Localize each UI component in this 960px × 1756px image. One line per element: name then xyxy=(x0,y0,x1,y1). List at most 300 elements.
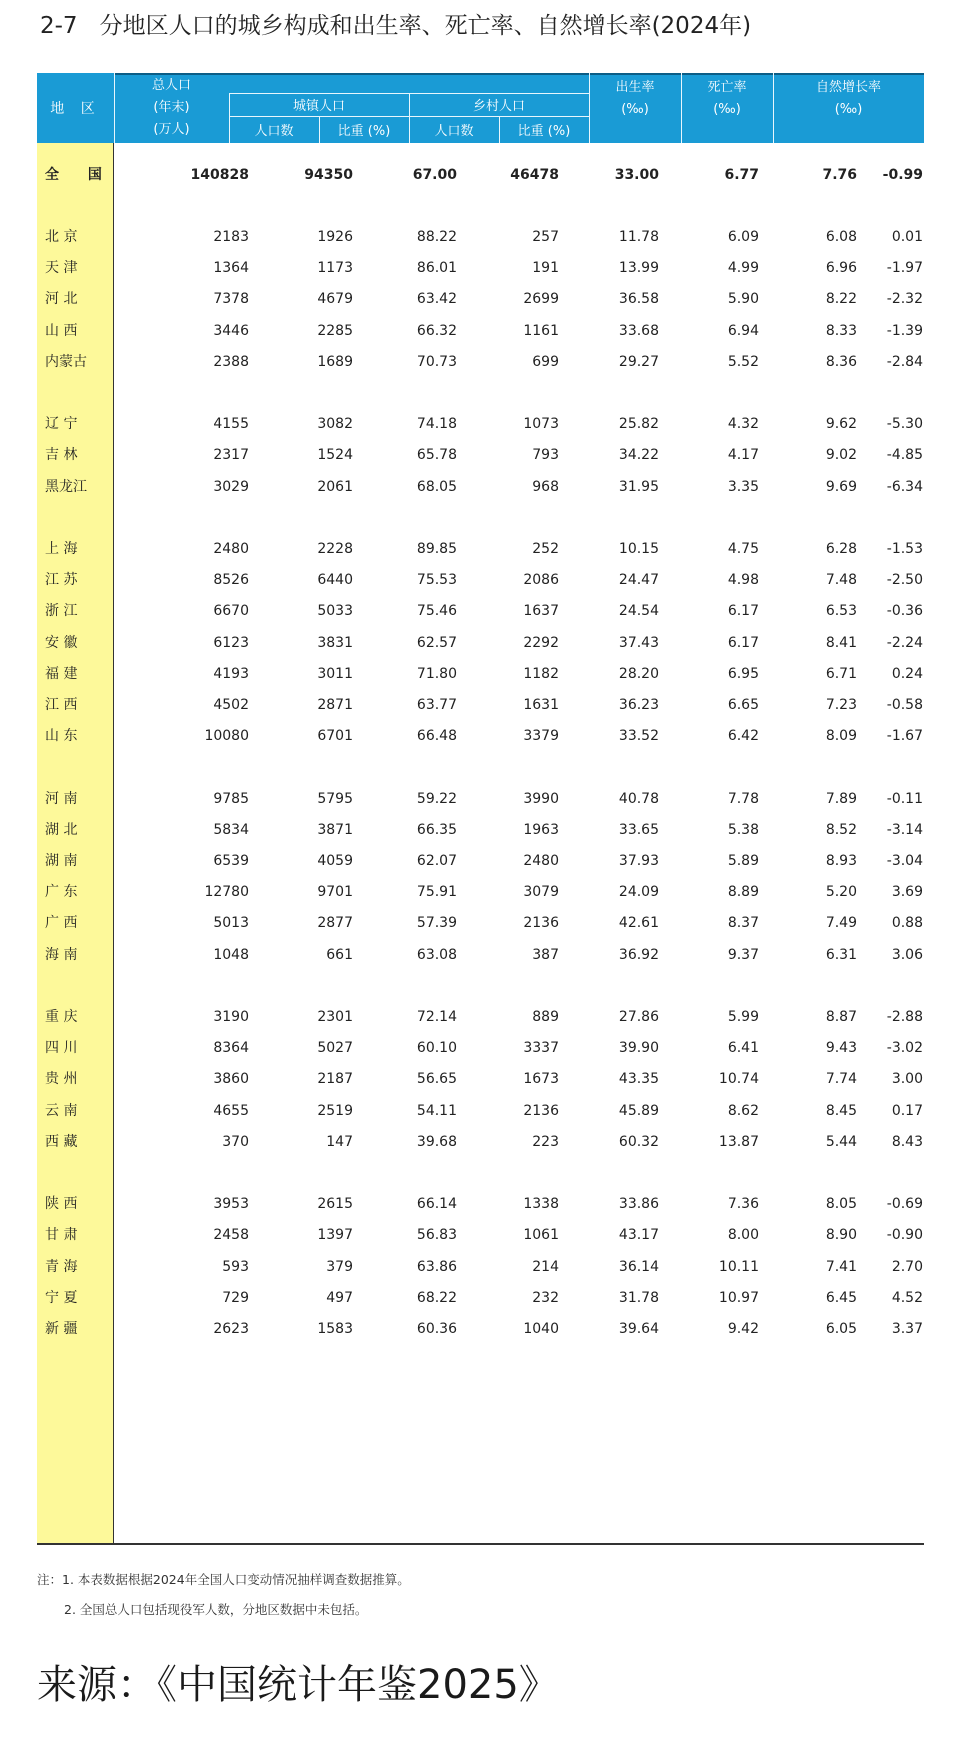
header-divider xyxy=(229,93,589,94)
rural-count: 1338 xyxy=(523,1196,559,1213)
rural-count: 1963 xyxy=(523,821,559,838)
natural-growth-rate: 0.17 xyxy=(891,1102,923,1119)
natural-growth-rate: -2.32 xyxy=(886,291,923,308)
table-row xyxy=(37,782,924,816)
total-population: 2458 xyxy=(213,1227,249,1244)
urban-count: 94350 xyxy=(304,167,353,183)
natural-growth-rate: 4.52 xyxy=(891,1289,923,1306)
table-row xyxy=(37,813,924,847)
natural-growth-rate: 3.06 xyxy=(891,946,923,963)
region-name: 宁 夏 xyxy=(45,1289,78,1306)
rural-share: 36.23 xyxy=(618,697,659,713)
table-bottom-rule xyxy=(37,1543,924,1545)
rural-share: 36.92 xyxy=(618,946,659,963)
table-row xyxy=(37,282,924,316)
rural-count: 2292 xyxy=(523,634,559,651)
rural-share: 25.82 xyxy=(618,416,659,433)
urban-count: 9701 xyxy=(317,884,353,901)
death-rate: 8.05 xyxy=(825,1196,857,1213)
header-divider xyxy=(114,73,115,143)
urban-share: 63.08 xyxy=(416,946,457,963)
natural-growth-rate: -2.88 xyxy=(886,1009,923,1025)
birth-rate: 5.52 xyxy=(727,353,759,370)
total-population: 4155 xyxy=(213,416,249,433)
table-row xyxy=(37,1250,924,1284)
table-header xyxy=(37,73,924,143)
table-number: 2-7 xyxy=(40,13,78,39)
death-rate: 8.45 xyxy=(825,1102,857,1119)
rural-share: 24.09 xyxy=(618,884,659,901)
total-population: 2388 xyxy=(213,353,249,370)
header-rural-count: 人口数 xyxy=(434,123,474,139)
natural-growth-rate: -1.97 xyxy=(886,260,923,277)
table-row xyxy=(37,688,924,722)
rural-count: 2699 xyxy=(523,291,559,308)
table-row xyxy=(37,1125,924,1159)
urban-share: 63.86 xyxy=(416,1258,457,1275)
table-row xyxy=(37,470,924,504)
death-rate: 8.22 xyxy=(825,291,857,308)
urban-count: 2871 xyxy=(317,697,353,713)
rural-share: 10.15 xyxy=(618,541,659,557)
natural-growth-rate: 0.88 xyxy=(891,915,923,932)
urban-share: 56.65 xyxy=(416,1071,457,1088)
death-rate: 6.96 xyxy=(825,260,857,277)
natural-growth-rate: -1.67 xyxy=(886,728,923,745)
death-rate: 6.71 xyxy=(825,665,857,682)
total-population: 6123 xyxy=(213,634,249,651)
death-rate: 8.93 xyxy=(825,853,857,869)
rural-count: 1061 xyxy=(523,1227,559,1244)
table-row xyxy=(37,1031,924,1065)
urban-count: 2519 xyxy=(317,1102,353,1119)
table-row xyxy=(37,626,924,660)
table-notes xyxy=(37,1565,917,1625)
rural-count: 1040 xyxy=(523,1321,559,1337)
total-population: 7378 xyxy=(213,291,249,308)
rural-count: 2136 xyxy=(523,915,559,932)
urban-share: 71.80 xyxy=(416,665,457,682)
region-name: 天 津 xyxy=(45,260,78,277)
rural-share: 43.35 xyxy=(618,1071,659,1088)
death-rate: 5.20 xyxy=(825,884,857,901)
region-name: 贵 州 xyxy=(45,1071,78,1088)
rural-share: 43.17 xyxy=(618,1227,659,1244)
table-row xyxy=(37,251,924,285)
rural-share: 11.78 xyxy=(618,229,659,245)
region-name: 江 苏 xyxy=(45,572,78,589)
region-name: 西 藏 xyxy=(45,1133,78,1150)
total-population: 370 xyxy=(222,1133,249,1150)
table-row xyxy=(37,906,924,940)
death-rate: 9.69 xyxy=(825,478,857,495)
total-population: 140828 xyxy=(190,167,249,183)
urban-share: 72.14 xyxy=(416,1009,457,1025)
rural-count: 2086 xyxy=(523,572,559,589)
urban-count: 1926 xyxy=(317,229,353,245)
table-row xyxy=(37,938,924,972)
table-row xyxy=(37,1312,924,1346)
urban-share: 54.11 xyxy=(416,1102,457,1119)
header-divider xyxy=(319,116,320,143)
natural-growth-rate: -0.36 xyxy=(886,603,923,620)
header-divider xyxy=(229,116,589,117)
birth-rate: 6.95 xyxy=(727,665,759,682)
urban-count: 1689 xyxy=(317,353,353,370)
natural-growth-rate: -5.30 xyxy=(886,416,923,433)
death-rate: 5.44 xyxy=(825,1133,857,1150)
header-natural-growth: 自然增长率 (‰) xyxy=(815,80,881,117)
rural-count: 793 xyxy=(532,447,559,464)
rural-share: 33.86 xyxy=(618,1196,659,1213)
urban-count: 2615 xyxy=(317,1196,353,1213)
rural-count: 223 xyxy=(532,1133,559,1150)
death-rate: 8.90 xyxy=(825,1227,857,1244)
natural-growth-rate: 3.00 xyxy=(891,1071,923,1088)
birth-rate: 6.09 xyxy=(727,229,759,245)
death-rate: 7.23 xyxy=(825,697,857,713)
region-name: 海 南 xyxy=(45,946,78,963)
region-name: 上 海 xyxy=(45,541,78,557)
rural-count: 699 xyxy=(532,353,559,370)
total-population: 12780 xyxy=(204,884,249,901)
natural-growth-rate: -1.39 xyxy=(886,322,923,339)
birth-rate: 6.17 xyxy=(727,634,759,651)
rural-share: 36.14 xyxy=(618,1258,659,1275)
urban-share: 88.22 xyxy=(416,229,457,245)
birth-rate: 13.87 xyxy=(718,1133,759,1150)
urban-count: 2301 xyxy=(317,1009,353,1025)
urban-count: 147 xyxy=(326,1133,353,1150)
header-divider xyxy=(589,73,590,143)
table-row xyxy=(37,719,924,753)
rural-share: 31.95 xyxy=(618,478,659,495)
total-population: 729 xyxy=(222,1289,249,1306)
region-name: 湖 北 xyxy=(45,821,78,838)
death-rate: 6.08 xyxy=(825,229,857,245)
region-name: 四 川 xyxy=(45,1040,78,1057)
urban-share: 89.85 xyxy=(416,541,457,557)
total-population: 2623 xyxy=(213,1321,249,1337)
birth-rate: 9.42 xyxy=(727,1321,759,1337)
natural-growth-rate: -0.69 xyxy=(886,1196,923,1213)
natural-growth-rate: 0.24 xyxy=(891,665,923,682)
death-rate: 7.41 xyxy=(825,1258,857,1275)
urban-share: 62.57 xyxy=(416,634,457,651)
urban-count: 661 xyxy=(326,946,353,963)
total-population: 2183 xyxy=(213,229,249,245)
birth-rate: 4.99 xyxy=(727,260,759,277)
region-name: 湖 南 xyxy=(45,853,78,869)
natural-growth-rate: -3.14 xyxy=(886,821,923,838)
total-population: 3190 xyxy=(213,1009,249,1025)
death-rate: 7.76 xyxy=(822,167,857,183)
table-row xyxy=(37,1187,924,1221)
natural-growth-rate: -6.34 xyxy=(886,478,923,495)
total-population: 1364 xyxy=(213,260,249,277)
urban-share: 75.53 xyxy=(416,572,457,589)
rural-count: 1673 xyxy=(523,1071,559,1088)
birth-rate: 4.98 xyxy=(727,572,759,589)
urban-count: 2187 xyxy=(317,1071,353,1088)
total-population: 1048 xyxy=(213,946,249,963)
rural-share: 27.86 xyxy=(618,1009,659,1025)
total-population: 6539 xyxy=(213,853,249,869)
total-population: 4655 xyxy=(213,1102,249,1119)
urban-share: 68.22 xyxy=(416,1289,457,1306)
natural-growth-rate: -0.99 xyxy=(882,167,923,183)
header-death-rate: 死亡率 (‰) xyxy=(707,80,747,117)
birth-rate: 6.77 xyxy=(724,167,759,183)
rural-count: 2136 xyxy=(523,1102,559,1119)
urban-count: 2061 xyxy=(317,478,353,495)
death-rate: 7.48 xyxy=(825,572,857,589)
table-row xyxy=(37,594,924,628)
rural-share: 34.22 xyxy=(618,447,659,464)
rural-count: 252 xyxy=(532,541,559,557)
birth-rate: 10.97 xyxy=(718,1289,759,1306)
death-rate: 9.43 xyxy=(825,1040,857,1057)
death-rate: 7.89 xyxy=(825,790,857,807)
rural-share: 36.58 xyxy=(618,291,659,308)
rural-share: 33.68 xyxy=(618,322,659,339)
urban-share: 68.05 xyxy=(416,478,457,495)
urban-share: 70.73 xyxy=(416,353,457,370)
table-row xyxy=(37,844,924,878)
urban-count: 1524 xyxy=(317,447,353,464)
natural-growth-rate: 2.70 xyxy=(891,1258,923,1275)
urban-share: 75.91 xyxy=(416,884,457,901)
rural-count: 3079 xyxy=(523,884,559,901)
urban-count: 3831 xyxy=(317,634,353,651)
urban-count: 6440 xyxy=(317,572,353,589)
table-row xyxy=(37,1094,924,1128)
region-name: 吉 林 xyxy=(45,447,78,464)
region-name: 河 北 xyxy=(45,291,78,308)
urban-count: 497 xyxy=(326,1289,353,1306)
urban-share: 86.01 xyxy=(416,260,457,277)
urban-share: 65.78 xyxy=(416,447,457,464)
total-population: 3860 xyxy=(213,1071,249,1088)
death-rate: 6.31 xyxy=(825,946,857,963)
rural-count: 1161 xyxy=(523,322,559,339)
death-rate: 8.36 xyxy=(825,353,857,370)
death-rate: 8.52 xyxy=(825,821,857,838)
total-population: 8364 xyxy=(213,1040,249,1057)
rural-share: 39.64 xyxy=(618,1321,659,1337)
death-rate: 9.02 xyxy=(825,447,857,464)
urban-share: 74.18 xyxy=(416,416,457,433)
total-population: 2317 xyxy=(213,447,249,464)
region-name: 北 京 xyxy=(45,229,78,245)
page-title xyxy=(40,8,940,44)
death-rate: 6.05 xyxy=(825,1321,857,1337)
birth-rate: 10.11 xyxy=(718,1258,759,1275)
death-rate: 6.45 xyxy=(825,1289,857,1306)
birth-rate: 6.94 xyxy=(727,322,759,339)
rural-share: 13.99 xyxy=(618,260,659,277)
header-divider xyxy=(681,73,682,143)
urban-count: 2228 xyxy=(317,541,353,557)
table-row xyxy=(37,1000,924,1034)
rural-share: 40.78 xyxy=(618,790,659,807)
region-name: 山 西 xyxy=(45,322,78,339)
urban-count: 5027 xyxy=(317,1040,353,1057)
header-divider xyxy=(773,73,774,143)
rural-share: 28.20 xyxy=(618,665,659,682)
death-rate: 8.41 xyxy=(825,634,857,651)
birth-rate: 8.00 xyxy=(727,1227,759,1244)
national-row xyxy=(37,158,924,192)
urban-count: 2285 xyxy=(317,322,353,339)
total-population: 4193 xyxy=(213,665,249,682)
rural-share: 33.52 xyxy=(618,728,659,745)
natural-growth-rate: 8.43 xyxy=(891,1133,923,1150)
total-population: 3029 xyxy=(213,478,249,495)
death-rate: 8.09 xyxy=(825,728,857,745)
header-urban-share: 比重 (%) xyxy=(337,123,391,139)
region-name: 全 国 xyxy=(45,167,114,183)
region-name: 河 南 xyxy=(45,790,78,807)
total-population: 5834 xyxy=(213,821,249,838)
rural-share: 29.27 xyxy=(618,353,659,370)
region-name: 新 疆 xyxy=(45,1321,78,1337)
urban-share: 66.14 xyxy=(416,1196,457,1213)
natural-growth-rate: 3.37 xyxy=(891,1321,923,1337)
rural-share: 33.65 xyxy=(618,821,659,838)
birth-rate: 6.17 xyxy=(727,603,759,620)
region-name: 辽 宁 xyxy=(45,416,78,433)
birth-rate: 9.37 xyxy=(727,946,759,963)
birth-rate: 6.41 xyxy=(727,1040,759,1057)
urban-share: 66.48 xyxy=(416,728,457,745)
urban-share: 66.35 xyxy=(416,821,457,838)
birth-rate: 7.36 xyxy=(727,1196,759,1213)
table-row xyxy=(37,314,924,348)
rural-count: 232 xyxy=(532,1289,559,1306)
header-birth-rate: 出生率 (‰) xyxy=(615,80,655,117)
population-table xyxy=(37,73,924,1545)
natural-growth-rate: -2.24 xyxy=(886,634,923,651)
rural-count: 214 xyxy=(532,1258,559,1275)
rural-count: 1073 xyxy=(523,416,559,433)
rural-share: 37.93 xyxy=(618,853,659,869)
death-rate: 6.53 xyxy=(825,603,857,620)
death-rate: 7.74 xyxy=(825,1071,857,1088)
table-row xyxy=(37,438,924,472)
birth-rate: 4.32 xyxy=(727,416,759,433)
table-row xyxy=(37,1281,924,1315)
rural-share: 37.43 xyxy=(618,634,659,651)
rural-share: 24.54 xyxy=(618,603,659,620)
birth-rate: 8.62 xyxy=(727,1102,759,1119)
total-population: 3446 xyxy=(213,322,249,339)
birth-rate: 7.78 xyxy=(727,790,759,807)
natural-growth-rate: -3.02 xyxy=(886,1040,923,1057)
rural-count: 1631 xyxy=(523,697,559,713)
natural-growth-rate: -2.84 xyxy=(886,353,923,370)
total-population: 3953 xyxy=(213,1196,249,1213)
death-rate: 8.33 xyxy=(825,322,857,339)
header-rural: 乡村人口 xyxy=(472,98,525,114)
natural-growth-rate: 0.01 xyxy=(891,229,923,245)
table-row xyxy=(37,1062,924,1096)
rural-share: 45.89 xyxy=(618,1102,659,1119)
urban-count: 5033 xyxy=(317,603,353,620)
region-name: 江 西 xyxy=(45,697,78,713)
rural-count: 1182 xyxy=(523,665,559,682)
total-population: 4502 xyxy=(213,697,249,713)
note-2: 2. 全国总人口包括现役军人数，分地区数据中未包括。 xyxy=(64,1602,368,1617)
rural-count: 257 xyxy=(532,229,559,245)
rural-count: 46478 xyxy=(510,167,559,183)
urban-count: 5795 xyxy=(317,790,353,807)
urban-count: 3011 xyxy=(317,665,353,682)
urban-share: 59.22 xyxy=(416,790,457,807)
rural-share: 24.47 xyxy=(618,572,659,589)
region-name: 黑龙江 xyxy=(45,478,87,495)
region-name: 广 西 xyxy=(45,915,78,932)
header-urban-count: 人口数 xyxy=(254,123,294,139)
rural-share: 42.61 xyxy=(618,915,659,932)
urban-share: 62.07 xyxy=(416,853,457,869)
birth-rate: 6.65 xyxy=(727,697,759,713)
urban-count: 6701 xyxy=(317,728,353,745)
death-rate: 7.49 xyxy=(825,915,857,932)
header-divider xyxy=(229,93,230,143)
header-total-population: 总人口 (年末) (万人) xyxy=(151,78,191,137)
birth-rate: 4.75 xyxy=(727,541,759,557)
header-urban: 城镇人口 xyxy=(292,98,345,114)
rural-count: 3379 xyxy=(523,728,559,745)
birth-rate: 5.99 xyxy=(727,1009,759,1025)
table-row xyxy=(37,1218,924,1252)
natural-growth-rate: -4.85 xyxy=(886,447,923,464)
urban-share: 75.46 xyxy=(416,603,457,620)
death-rate: 9.62 xyxy=(825,416,857,433)
urban-count: 4059 xyxy=(317,853,353,869)
table-row xyxy=(37,563,924,597)
source-line: 来源：《中国统计年鉴2025》 xyxy=(37,1662,559,1708)
urban-share: 60.36 xyxy=(416,1321,457,1337)
urban-share: 56.83 xyxy=(416,1227,457,1244)
rural-count: 387 xyxy=(532,946,559,963)
region-name: 浙 江 xyxy=(45,603,78,620)
region-name: 广 东 xyxy=(45,884,78,901)
birth-rate: 10.74 xyxy=(718,1071,759,1088)
urban-count: 1397 xyxy=(317,1227,353,1244)
urban-count: 379 xyxy=(326,1258,353,1275)
urban-count: 3082 xyxy=(317,416,353,433)
header-divider xyxy=(409,93,410,143)
rural-count: 889 xyxy=(532,1009,559,1025)
table-row xyxy=(37,345,924,379)
urban-share: 63.42 xyxy=(416,291,457,308)
header-divider xyxy=(499,116,500,143)
total-population: 593 xyxy=(222,1258,249,1275)
urban-share: 63.77 xyxy=(416,697,457,713)
death-rate: 6.28 xyxy=(825,541,857,557)
table-row xyxy=(37,220,924,254)
region-name: 山 东 xyxy=(45,728,78,745)
table-row xyxy=(37,657,924,691)
rural-share: 39.90 xyxy=(618,1040,659,1057)
note-1: 注：1. 本表数据根据2024年全国人口变动情况抽样调查数据推算。 xyxy=(37,1572,410,1587)
rural-count: 1637 xyxy=(523,603,559,620)
header-region: 地 区 xyxy=(37,73,114,143)
total-population: 9785 xyxy=(213,790,249,807)
rural-count: 968 xyxy=(532,478,559,495)
